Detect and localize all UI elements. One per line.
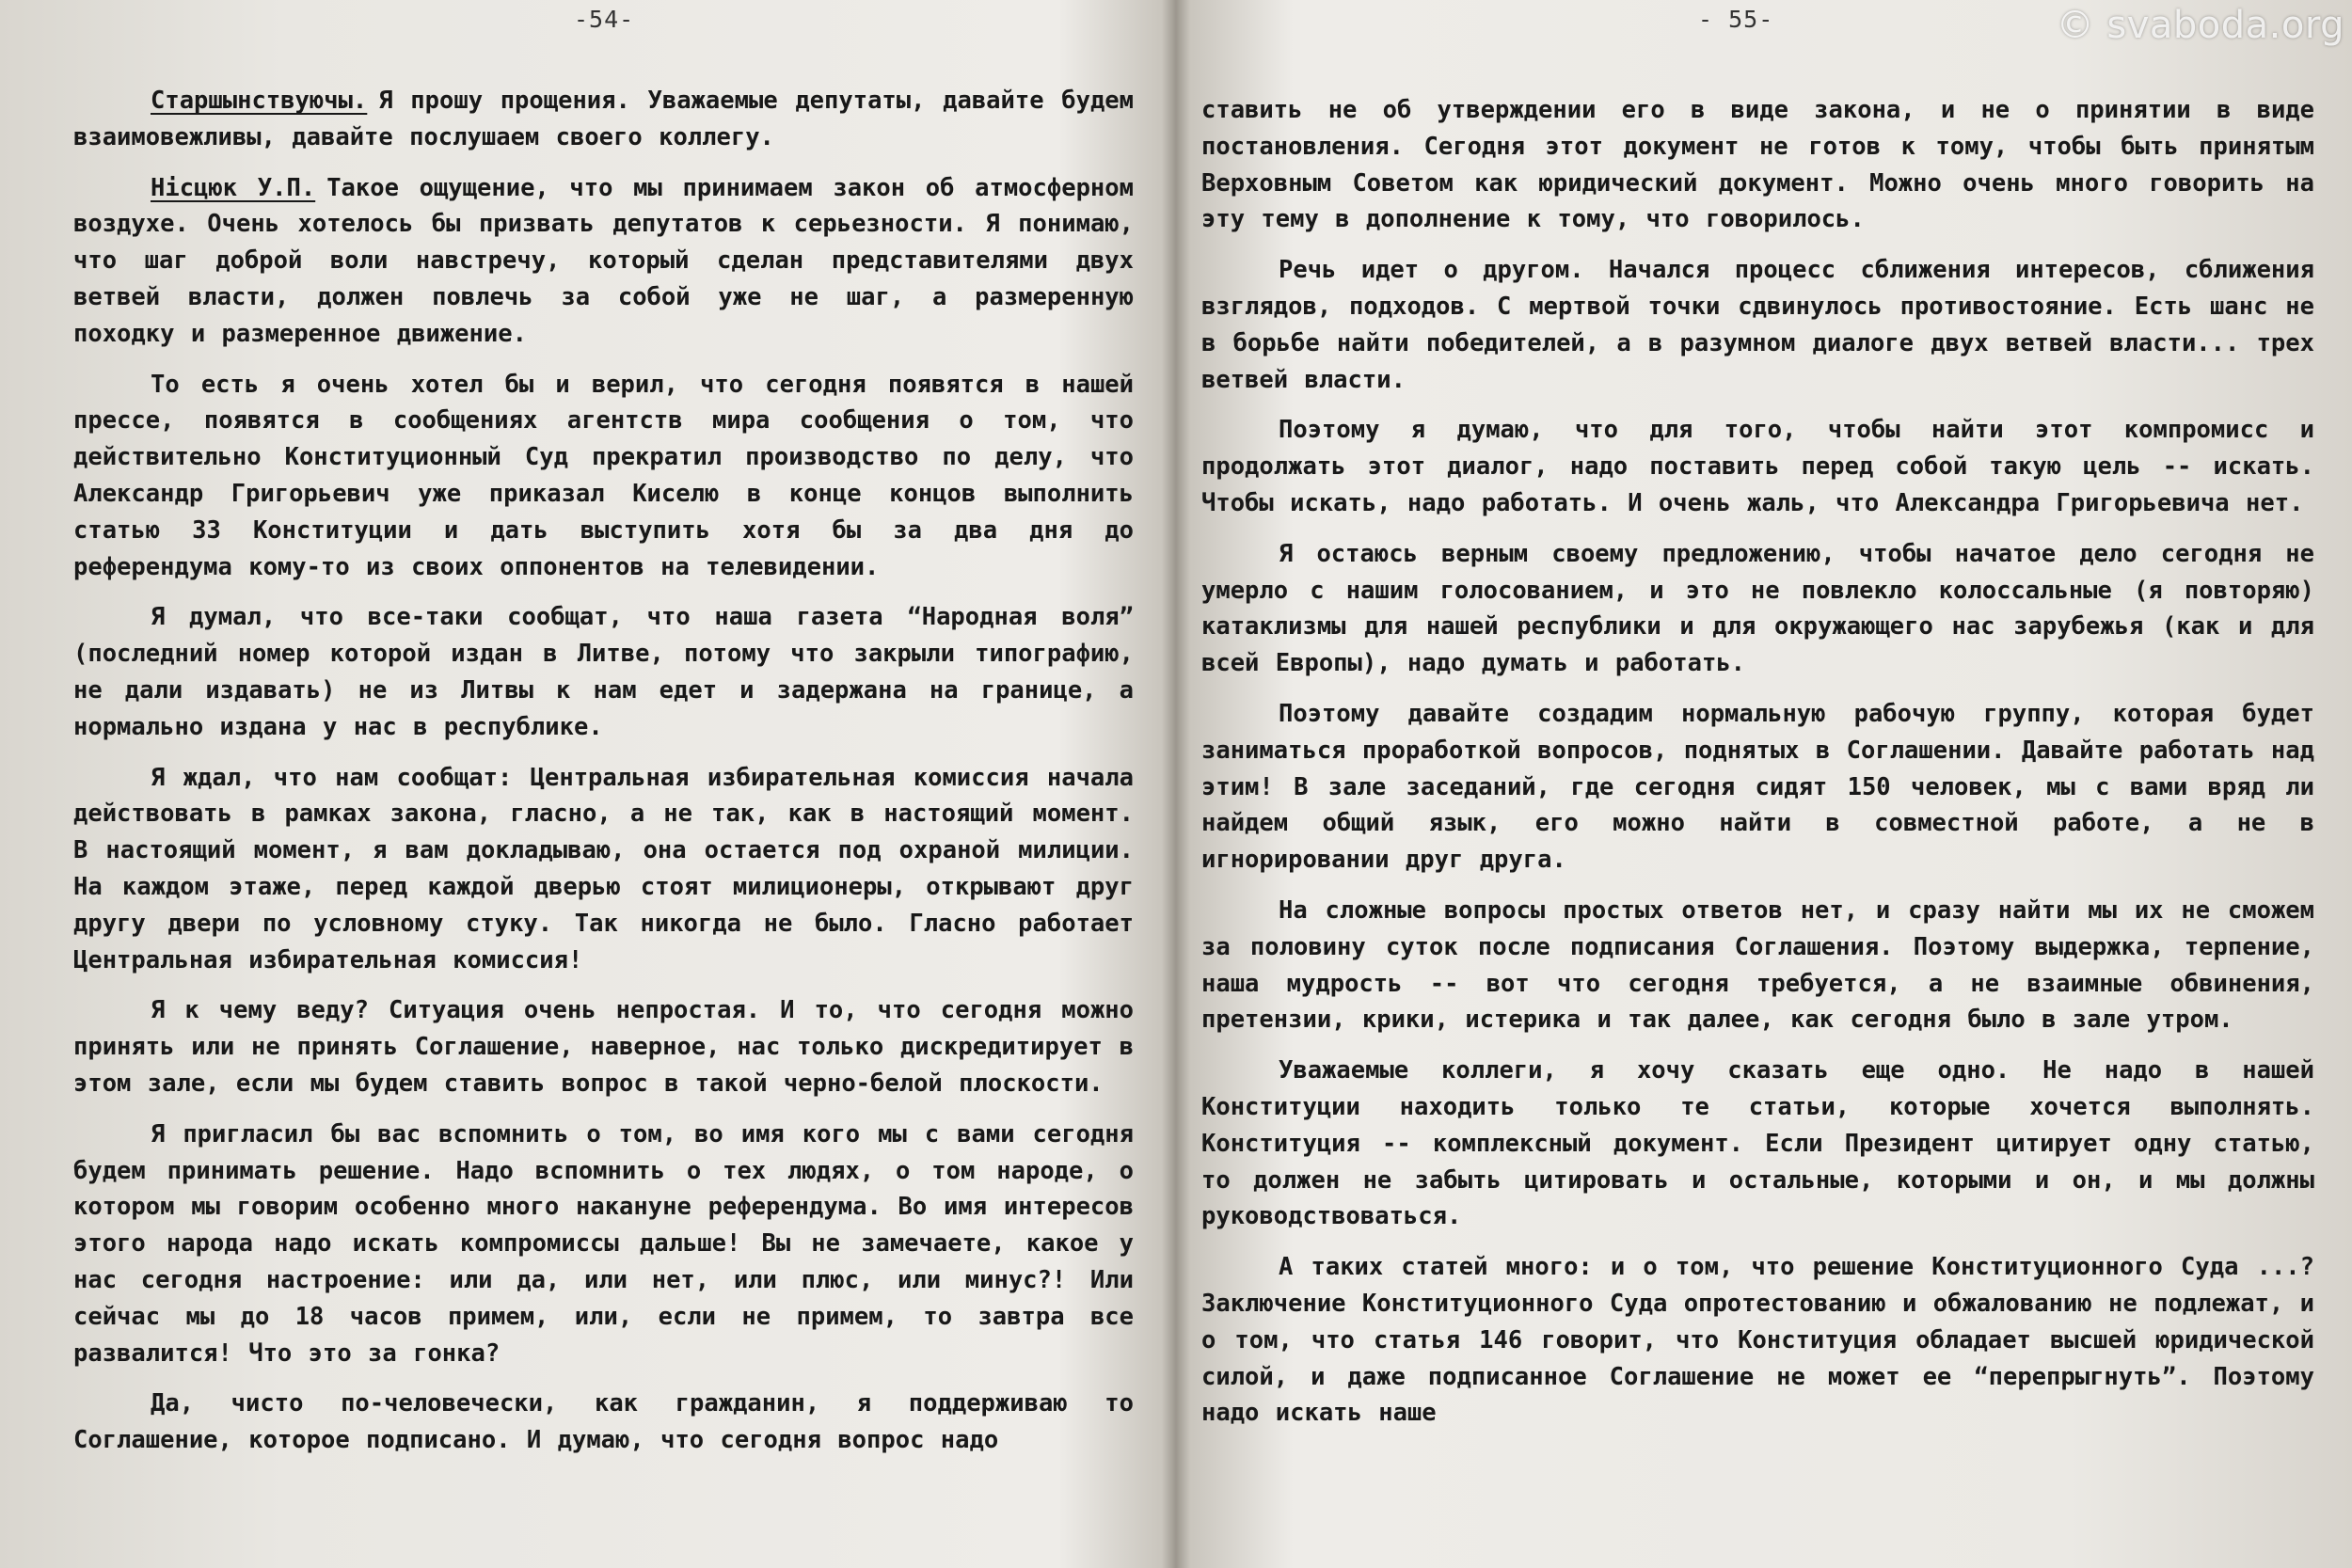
left-page-body [73,83,1134,1459]
paragraph [1201,412,2314,521]
paragraph [1201,696,2314,879]
left-page [0,0,1162,1568]
paragraph [1201,536,2314,682]
watermark: © svaboda.org [2056,4,2344,47]
paragraph-text: А таких статей много: и о том, что решение Конституционного Суда ...? Заключение Конституционного Суда опротестованию и обжалованию не подлежат, и о том, что статья 146 говорит, что Конституция обладает высшей юридической силой, и даже подписанное Соглашение не может ее “перепрыгнуть”. Поэтому надо искать наше [1201,1253,2314,1428]
paragraph [73,599,1134,745]
paragraph-text: На сложные вопросы простых ответов нет, и сразу найти мы их не сможем за половину суток после подписания Соглашения. Поэтому выдержка, терпение, наша мудрость -- вот что сегодня требуется, а не взаимные обвинения, претензии, крики, истерика и так далее, как сегодня было в зале утром. [1201,895,2314,1035]
right-page [1190,0,2352,1568]
paragraph-text: Я прошу прощения. Уважаемые депутаты, давайте будем взаимовежливы, давайте послушаем своего коллегу. [73,87,1134,151]
paragraph-text: Я думал, что все-таки сообщат, что наша газета “Народная воля” (последний номер которой издан в Литве, потому что закрыли типографию, не дали издавать) не из Литвы к нам едет и задержана на границе, а нормально издана у нас в республике. [73,603,1134,741]
paragraph [1201,1053,2314,1235]
paragraph-text: ставить не об утверждении его в виде закона, и не о принятии в виде постановления. Сегодня этот документ не готов к тому, чтобы быть принятым Верховным Советом как юридический документ. Можно очень много говорить на эту тему в дополнение к тому, что говорилось. [1201,96,2314,234]
paragraph-text: Уважаемые коллеги, я хочу сказать еще одно. Не надо в нашей Конституции находить только те статьи, которые хочется выполнять. Конституция -- комплексный документ. Если Президент цитирует одну статью, то должен не забыть цитировать и остальные, которыми и он, и мы должны руководствоваться. [1201,1056,2314,1231]
paragraph [73,83,1134,156]
page-number-left: -54- [574,6,635,33]
paragraph [1201,92,2314,238]
paragraph-text: Я к чему веду? Ситуация очень непростая. И то, что сегодня можно принять или не принять Соглашение, наверное, нас только дискредитирует в этом зале, если мы будем ставить вопрос в такой черно-белой плоскости. [73,996,1134,1098]
paragraph-text: Поэтому давайте создадим нормальную рабочую группу, которая будет заниматься проработкой вопросов, поднятых в Соглашении. Давайте работать над этим! В зале заседаний, где сегодня сидят 150 человек, мы с вами вряд ли найдем общий язык, его можно найти в совместной работе, а не в игнорировании друг друга. [1201,699,2314,875]
paragraph [73,760,1134,979]
paragraph-text: Я остаюсь верным своему предложению, чтобы начатое дело сегодня не умерло с нашим голосованием, и это не повлекло колоссальные (я повторяю) катаклизмы для нашей республики и для окружающего нас зарубежья (как и для всей Европы), надо думать и работать. [1201,539,2314,678]
paragraph-text: Поэтому я думаю, что для того, чтобы найти этот компромисс и продолжать этот диалог, надо поставить перед собой такую цель -- искать. Чтобы искать, надо работать. И очень жаль, что Александра Григорьевича нет. [1201,416,2314,517]
page-number-right: - 55- [1698,6,1774,33]
paragraph-text: Речь идет о другом. Начался процесс сближения интересов, сближения взглядов, подходов. С мертвой точки сдвинулось противостояние. Есть шанс не в борьбе найти победителей, а в разумном диалоге двух ветвей власти... трех ветвей власти. [1201,256,2314,394]
paragraph-text: Такое ощущение, что мы принимаем закон об атмосферном воздухе. Очень хотелось бы призвать депутатов к серьезности. Я понимаю, что шаг доброй воли навстречу, который сделан представителями двух ветвей власти, должен повлечь за собой уже не шаг, а размеренную походку и размеренное движение. [73,173,1134,348]
paragraph-text: Да, чисто по-человечески, как гражданин, я поддерживаю то Соглашение, которое подписано. И думаю, что сегодня вопрос надо [73,1389,1134,1455]
paragraph [73,170,1134,353]
paragraph-text: Я ждал, что нам сообщат: Центральная избирательная комиссия начала действовать в рамках закона, гласно, а не так, как в настоящий момент. В настоящий момент, я вам докладываю, она остается под охраной милиции. На каждом этаже, перед каждой дверью стоят милиционеры, открывают друг другу двери по условному стуку. Так никогда не было. Гласно работает Центральная избирательная комиссия! [73,763,1134,974]
paragraph [1201,893,2314,1038]
paragraph [1201,252,2314,398]
paragraph-text: Я пригласил бы вас вспомнить о том, во имя кого мы с вами сегодня будем принимать решение. Надо вспомнить о тех людях, о том народе, о котором мы говорим особенно много накануне референдума. Во имя интересов этого народа надо искать компромиссы дальше! Вы не замечаете, какое у нас сегодня настроение: или да, или нет, или плюс, или минус?! Или сейчас мы до 18 часов примем, или, если не примем, то завтра все развалится! Что это за гонка? [73,1119,1134,1368]
paragraph [1201,1249,2314,1432]
paragraph [73,992,1134,1101]
speaker-name: Нiсцюк У.П. [151,173,316,202]
paragraph-text: То есть я очень хотел бы и верил, что сегодня появятся в нашей прессе, появятся в сообщениях агентств мира сообщения о том, что действительно Конституционный Суд прекратил производство по делу, что Александр Григорьевич уже приказал Киселю в конце концов выполнить статью 33 Конституции и дать выступить хотя бы за два дня до референдума кому-то из своих оппонентов на телевидении. [73,370,1134,581]
paragraph [73,1117,1134,1372]
paragraph [73,367,1134,586]
speaker-name: Старшынствуючы. [151,87,368,115]
paragraph [73,1386,1134,1459]
right-page-body [1201,92,2314,1432]
